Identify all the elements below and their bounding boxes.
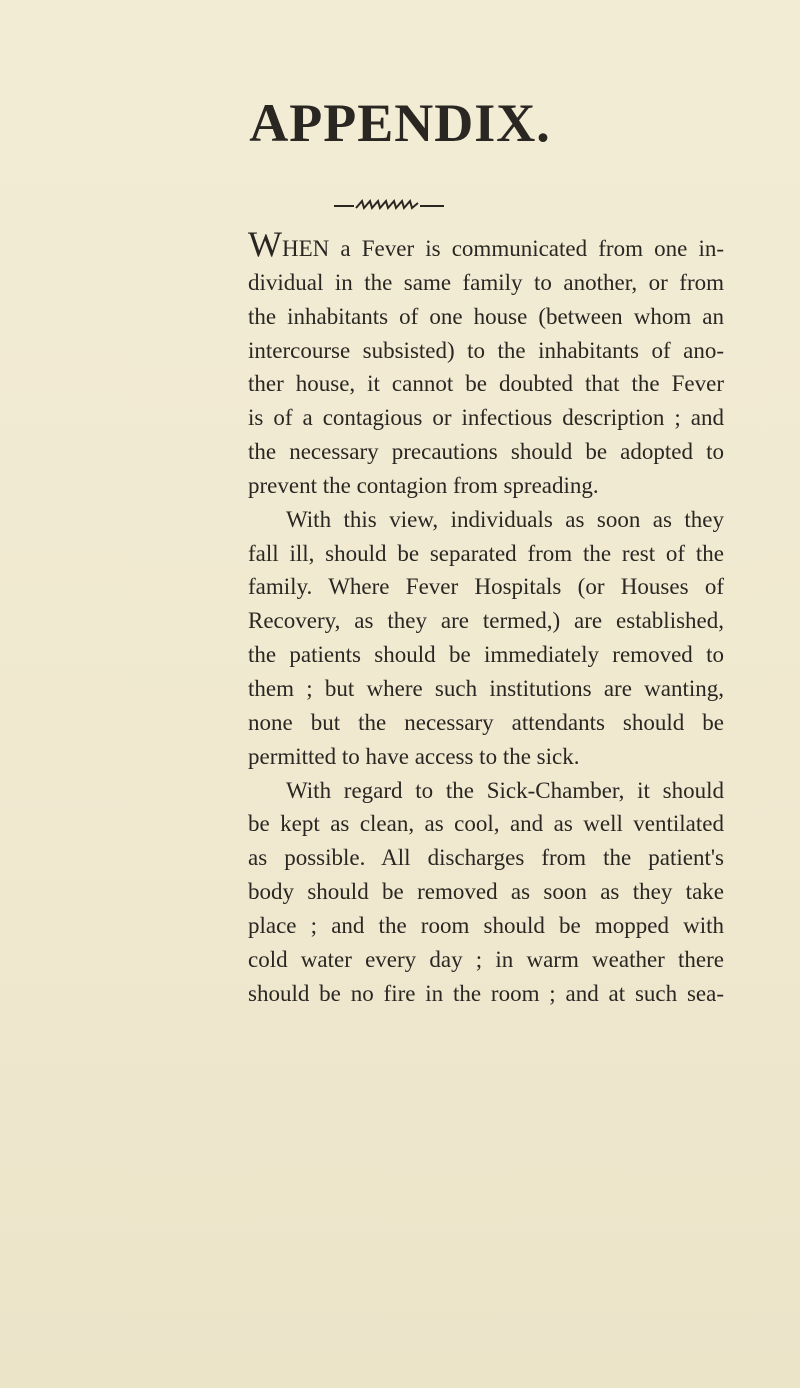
text-line: cold water every day ; in warm weather there <box>248 946 724 972</box>
text-line: dividual in the same family to another, or from <box>248 269 724 295</box>
text-line: ther house, it cannot be doubted that the Fever <box>248 371 724 397</box>
text-line: WHEN a Fever is communicated from one in- <box>248 224 724 264</box>
text-line: be kept as clean, as cool, and as well ventilated <box>248 811 724 837</box>
text-line: the inhabitants of one house (between whom an <box>248 303 724 329</box>
drop-cap: W <box>248 224 282 264</box>
text-line: body should be removed as soon as they take <box>248 879 724 905</box>
text-line: is of a contagious or infectious description ; and <box>248 405 724 431</box>
text-line: should be no fire in the room ; and at such sea- <box>248 980 724 1006</box>
text-line: none but the necessary attendants should be <box>248 709 724 735</box>
text-line: intercourse subsisted) to the inhabitants of ano- <box>248 337 724 363</box>
text-line: the patients should be immediately removed to <box>248 642 724 668</box>
text-line: them ; but where such institutions are wanting, <box>248 675 724 701</box>
appendix-body-text <box>248 224 724 1010</box>
text-line: permitted to have access to the sick. <box>248 743 580 769</box>
page-title: APPENDIX. <box>249 93 551 153</box>
text-line: fall ill, should be separated from the rest of the <box>248 540 724 566</box>
ornament-divider <box>334 197 444 213</box>
text-line: family. Where Fever Hospitals (or Houses of <box>248 574 724 600</box>
text-line: place ; and the room should be mopped with <box>248 912 724 938</box>
text-line: the necessary precautions should be adopted to <box>248 439 724 465</box>
text-line: as possible. All discharges from the patient's <box>248 845 724 871</box>
text-line: prevent the contagion from spreading. <box>248 472 599 498</box>
text-line: Recovery, as they are termed,) are established, <box>248 608 724 634</box>
text-line: With regard to the Sick-Chamber, it should <box>286 777 724 803</box>
text-line: With this view, individuals as soon as they <box>286 506 724 532</box>
